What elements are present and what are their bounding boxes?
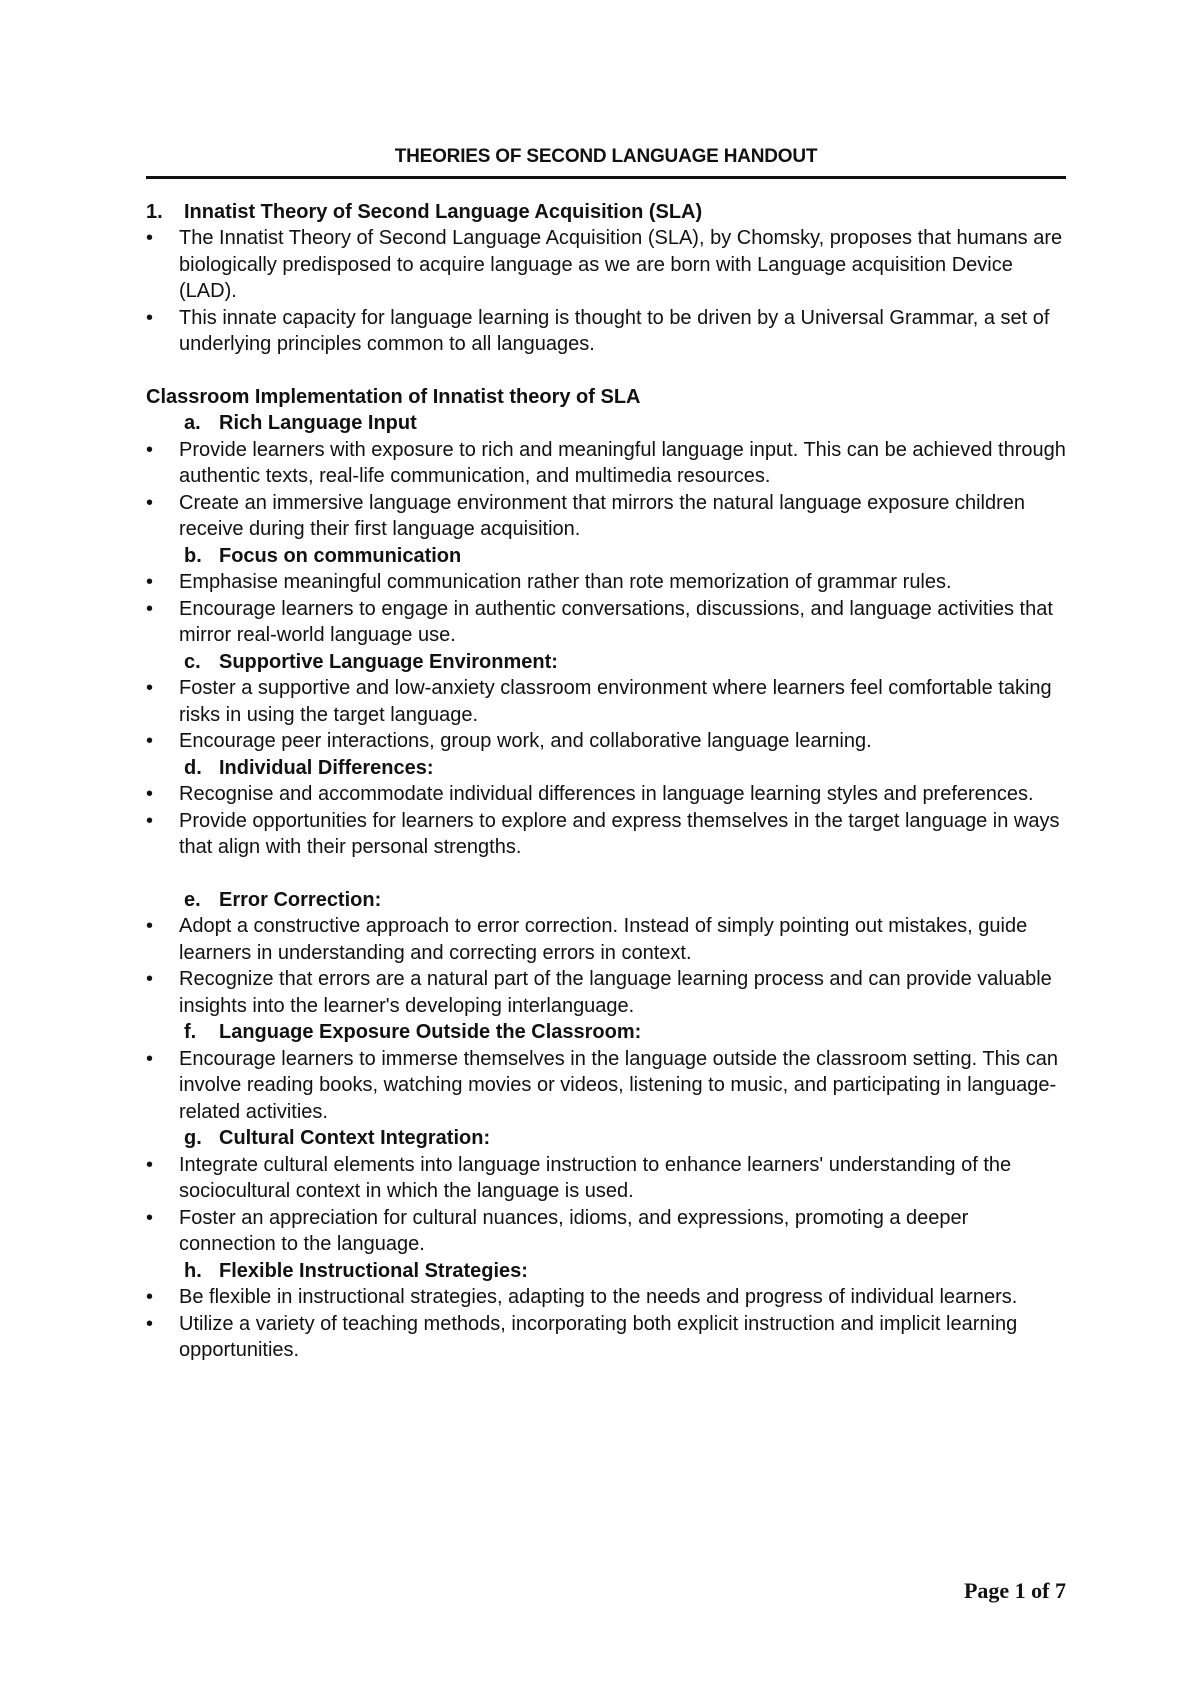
subsection-heading (146, 543, 1066, 570)
list-item (146, 1205, 1066, 1258)
bullet-text: The Innatist Theory of Second Language Acquisition (SLA), by Chomsky, proposes that humans are biologically predisposed to acquire language as we are born with Language acquisition Device (LAD). (179, 227, 1063, 302)
bullet-text: Recognise and accommodate individual differences in language learning styles and preferences. (179, 783, 1034, 805)
section-number: 1. (146, 200, 163, 223)
subsection-heading (146, 887, 1066, 914)
subsection-heading (146, 755, 1066, 782)
bullet-text: Foster a supportive and low-anxiety classroom environment where learners feel comfortable taking risks in using the target language. (179, 677, 1052, 726)
list-item (146, 966, 1066, 1019)
list-item (146, 596, 1066, 649)
subsection-title: Supportive Language Environment: (219, 650, 558, 673)
subsection-letter: f. (184, 1021, 197, 1043)
subsection-letter: d. (184, 756, 202, 779)
spacer (146, 358, 1066, 384)
bullet-text: Create an immersive language environment that mirrors the natural language exposure children receive during their first language acquisition. (179, 491, 1026, 540)
subsection-title: Flexible Instructional Strategies: (219, 1259, 528, 1282)
bullet-icon: • (146, 1206, 154, 1229)
subsection-bullet-list (146, 1152, 1066, 1258)
bullet-text: Utilize a variety of teaching methods, incorporating both explicit instruction and implicit learning opportunities. (179, 1312, 1018, 1361)
list-item (146, 1046, 1066, 1126)
list-item (146, 675, 1066, 728)
bullet-icon: • (146, 968, 154, 990)
bullet-icon: • (146, 1312, 154, 1335)
subsection-title: Individual Differences: (219, 756, 434, 779)
bullet-icon: • (146, 730, 154, 752)
subsection-letter: e. (184, 888, 201, 911)
subsection-letter: g. (184, 1127, 202, 1149)
subsection-title: Focus on communication (219, 544, 462, 567)
bullet-icon: • (146, 1153, 154, 1176)
bullet-text: Provide opportunities for learners to explore and express themselves in the target language in ways that align with their personal strengths. (179, 809, 1060, 858)
spacer (146, 861, 1066, 887)
bullet-icon: • (146, 438, 154, 461)
bullet-text: Encourage learners to engage in authentic conversations, discussions, and language activities that mirror real-world language use. (179, 597, 1053, 646)
bullet-text: Encourage learners to immerse themselves in the language outside the classroom setting. This can involve reading books, watching movies or videos, listening to music, and participating in language-related activities. (179, 1047, 1058, 1123)
list-item (146, 913, 1066, 966)
bullet-icon: • (146, 1286, 154, 1308)
subsection-title: Rich Language Input (219, 412, 417, 434)
subsection-bullet-list (146, 437, 1066, 543)
document-content (146, 144, 1066, 1364)
list-item (146, 305, 1066, 358)
subsection-bullet-list (146, 781, 1066, 861)
subsection-heading (146, 1125, 1066, 1152)
bullet-icon: • (146, 915, 154, 937)
list-item (146, 808, 1066, 861)
list-item (146, 437, 1066, 490)
list-item (146, 1311, 1066, 1364)
subsection-bullet-list (146, 569, 1066, 649)
subsection-title: Error Correction: (219, 888, 382, 911)
bullet-text: Encourage peer interactions, group work, and collaborative language learning. (179, 730, 872, 752)
page-number: Page 1 of 7 (963, 1578, 1066, 1603)
bullet-icon: • (146, 491, 154, 514)
bullet-text: Foster an appreciation for cultural nuances, idioms, and expressions, promoting a deeper connection to the language. (179, 1206, 969, 1255)
bullet-icon: • (146, 783, 154, 805)
subsection-letter: a. (184, 412, 201, 434)
subsection-letter: c. (184, 650, 201, 673)
page-title: THEORIES OF SECOND LANGUAGE HANDOUT (394, 146, 818, 167)
subsection-heading (146, 410, 1066, 437)
subsection-heading (146, 1019, 1066, 1046)
list-item (146, 225, 1066, 305)
subsection-title: Cultural Context Integration: (219, 1127, 491, 1149)
subsection-bullet-list (146, 913, 1066, 1019)
bullet-text: Integrate cultural elements into language instruction to enhance learners' understanding of the sociocultural context in which the language is used. (179, 1153, 1012, 1202)
subsection-letter: h. (184, 1259, 202, 1282)
bullet-icon: • (146, 227, 154, 249)
bullet-text: Be flexible in instructional strategies, adapting to the needs and progress of individual learners. (179, 1286, 1018, 1308)
bullet-icon: • (146, 677, 154, 699)
subsection-bullet-list (146, 1046, 1066, 1126)
section-title: Innatist Theory of Second Language Acquisition (SLA) (184, 200, 703, 223)
subsection-title: Language Exposure Outside the Classroom: (219, 1021, 642, 1043)
list-item (146, 781, 1066, 808)
subsection-heading (146, 1258, 1066, 1285)
bullet-icon: • (146, 597, 154, 620)
list-item (146, 728, 1066, 755)
bullet-text: Provide learners with exposure to rich and meaningful language input. This can be achieved through authentic texts, real-life communication, and multimedia resources. (179, 438, 1066, 487)
list-item (146, 490, 1066, 543)
list-item (146, 569, 1066, 596)
list-item (146, 1152, 1066, 1205)
bullet-icon: • (146, 1047, 154, 1070)
bullet-icon: • (146, 809, 154, 832)
bullet-icon: • (146, 571, 154, 593)
list-item (146, 1284, 1066, 1311)
bullet-text: This innate capacity for language learning is thought to be driven by a Universal Grammar, a set of underlying principles common to all languages. (179, 306, 1050, 355)
bullet-text: Adopt a constructive approach to error correction. Instead of simply pointing out mistakes, guide learners in understanding and correcting errors in context. (179, 915, 1028, 964)
bullet-text: Emphasise meaningful communication rather than rote memorization of grammar rules. (179, 571, 952, 593)
classroom-heading: Classroom Implementation of Innatist theory of SLA (146, 385, 641, 408)
bullet-icon: • (146, 306, 154, 329)
subsection-bullet-list (146, 675, 1066, 755)
subsection-bullet-list (146, 1284, 1066, 1364)
section-bullet-list (146, 225, 1066, 358)
subsection-heading (146, 649, 1066, 676)
subsection-letter: b. (184, 544, 202, 567)
section-heading (146, 199, 1066, 226)
bullet-text: Recognize that errors are a natural part of the language learning process and can provide valuable insights into the learner's developing interlanguage. (179, 968, 1052, 1017)
title-underline (146, 176, 1066, 179)
